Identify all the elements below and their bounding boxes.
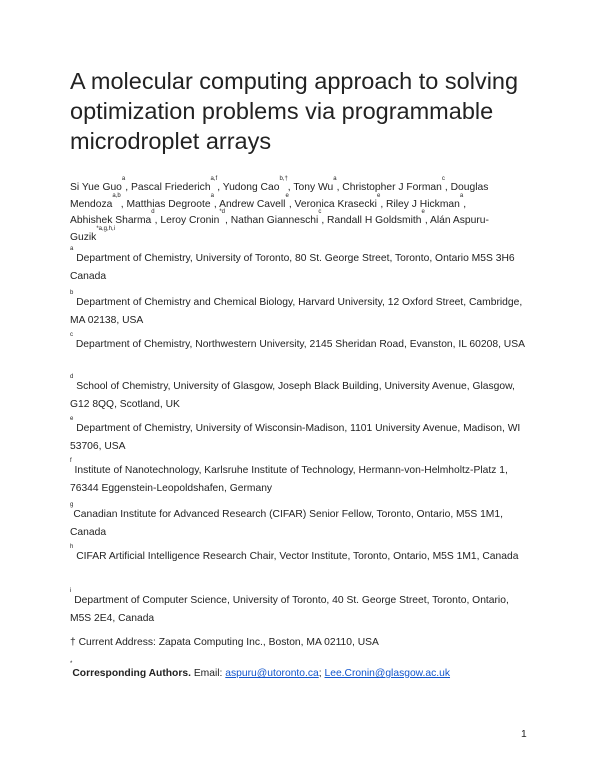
- author: Veronica Krasecki$^e$: [294, 192, 381, 210]
- author-list: Si Yue Guo$^a$, Pascal Friederich$^{a,f}$, Yudong Cao$^{b,\dagger}$, Tony Wu$^a$, Christopher J Forman$^c$, Douglas Mendoza$^{a,b}$, Matthias Degroote$^a$, Andrew Cavell$^e$, Veronica Krasecki$^e$, Riley J Hickman$^a$, Abhishek Sharma$^d$, Leroy Cronin$^{*d}$, Nathan Gianneschi$^c$, Randall H Goldsmith$^e$, Alán Aspuru-Guzik$^{*a,g,h,i}$: [70, 176, 489, 243]
- author: Douglas Mendoza$^{a,b}$: [70, 182, 489, 210]
- author: Pascal Friederich$^{a,f}$: [131, 176, 218, 193]
- corresponding-authors: *Corresponding Authors. Email: aspuru@utoronto.ca; Lee.Cronin@glasgow.ac.uk: [70, 661, 451, 679]
- author: Andrew Cavell$^e$: [219, 192, 289, 210]
- author: Riley J Hickman$^a$: [386, 192, 464, 210]
- author: Nathan Gianneschi$^c$: [230, 209, 322, 226]
- author: Christopher J Forman$^c$: [342, 176, 445, 193]
- current-address: † Current Address: Zapata Computing Inc., Boston, MA 02110, USA: [70, 637, 379, 648]
- paper-title: A molecular computing approach to solving optimization problems via programmable microdroplet arrays: [70, 68, 519, 154]
- email-link-aspuru[interactable]: aspuru@utoronto.ca: [225, 668, 319, 679]
- affiliation: $^i$ Department of Computer Science, University of Toronto, 40 St. George Street, Toronto, Ontario, M5S 2E4, Canada: [70, 588, 509, 624]
- affiliation: $^a$ Department of Chemistry, University of Toronto, 80 St. George Street, Toronto, Ontario M5S 3H6 Canada: [70, 246, 515, 282]
- author: Si Yue Guo$^a$: [70, 176, 126, 193]
- author: Alán Aspuru-Guzik$^{*a,g,h,i}$: [70, 215, 489, 243]
- author: Tony Wu$^a$: [293, 176, 337, 193]
- author: Randall H Goldsmith$^e$: [327, 209, 425, 226]
- page-number: 1: [521, 729, 527, 740]
- author: Yudong Cao$^{b,\dagger}$: [222, 176, 288, 193]
- affiliation: $^g$Canadian Institute for Advanced Research (CIFAR) Senior Fellow, Toronto, Ontario, M5S 1M1, Canada: [70, 502, 503, 538]
- affiliation: $^h$ CIFAR Artificial Intelligence Research Chair, Vector Institute, Toronto, Ontario, M5S 1M1, Canada: [70, 544, 519, 562]
- email-link-cronin[interactable]: Lee.Cronin@glasgow.ac.uk: [324, 668, 451, 679]
- author: Matthias Degroote$^a$: [126, 192, 214, 210]
- author: Leroy Cronin$^{*d}$: [160, 209, 225, 226]
- affiliation: $^b$ Department of Chemistry and Chemical Biology, Harvard University, 12 Oxford Street, Cambridge, MA 02138, USA: [70, 290, 523, 326]
- affiliation: $^f$ Institute of Nanotechnology, Karlsruhe Institute of Technology, Hermann-von-Helmholtz-Platz 1, 76344 Eggenstein-Leopoldshafen, Germany: [70, 458, 508, 494]
- author: Abhishek Sharma$^d$: [70, 209, 155, 226]
- affiliation: $^c$ Department of Chemistry, Northwestern University, 2145 Sheridan Road, Evanston, IL 60208, USA: [70, 332, 525, 350]
- affiliation: $^d$ School of Chemistry, University of Glasgow, Joseph Black Building, University Avenue, Glasgow, G12 8QQ, Scotland, UK: [70, 374, 515, 410]
- corresponding-label: Corresponding Authors.: [72, 668, 191, 679]
- affiliation: $^e$ Department of Chemistry, University of Wisconsin-Madison, 1101 University Avenue, Madison, WI 53706, USA: [70, 416, 521, 452]
